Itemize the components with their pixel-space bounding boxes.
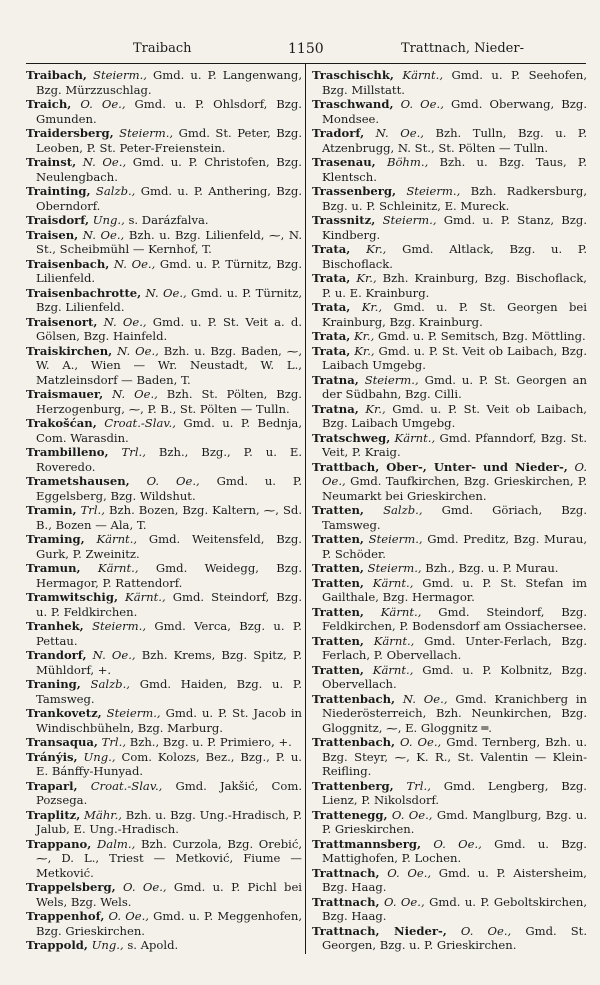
entry-details: Gmd. u. Bzg. Mattighofen, P. Lochen.: [322, 836, 587, 865]
gazetteer-entry: [26, 503, 302, 532]
entry-region: Steierm.,: [364, 372, 419, 387]
entry-region: Trl.,: [121, 445, 146, 459]
entry-details: Gmd. u. P. Christofen, Bzg. Neulengbach.: [36, 155, 302, 184]
entry-place-name: Traisen,: [26, 227, 79, 242]
gazetteer-entry: [26, 880, 302, 909]
entry-details: Gmd. St. Peter, Bzg. Leoben, P. St. Peter-Freienstein.: [36, 126, 303, 155]
entry-place-name: Tratten,: [312, 503, 364, 517]
entry-place-name: Trankovetz,: [26, 706, 102, 720]
entry-details: s. Darázfalva.: [128, 213, 209, 227]
entry-region: Kärnt.,: [380, 604, 422, 619]
entry-region: N. Oe.,: [402, 691, 448, 706]
gazetteer-entry: [26, 155, 302, 184]
gazetteer-entry: [312, 866, 587, 895]
entry-place-name: Trassenberg,: [312, 184, 396, 198]
page-header: [0, 41, 600, 61]
entry-place-name: Tratten,: [312, 561, 364, 575]
gazetteer-entry: [312, 155, 587, 184]
entry-region: Kr.,: [361, 300, 383, 314]
entry-details: Bzh., Bzg., P. u. E. Roveredo.: [36, 445, 303, 474]
entry-place-name: Traschwand,: [312, 97, 394, 111]
gazetteer-entry: [26, 590, 302, 619]
entry-place-name: Trattenberg,: [312, 778, 394, 793]
entry-details: Gmd. u. P. St. Georgen bei Krainburg, Bzg. Krainburg.: [322, 300, 587, 329]
entry-region: Kärnt.,: [373, 633, 415, 648]
entry-details: Gmd. Weidegg, Bzg. Hermagor, P. Rattendorf.: [36, 561, 303, 590]
entry-region: Salzb.,: [90, 677, 130, 691]
entry-region: Kr.,: [354, 343, 375, 358]
entry-region: Dalm.,: [97, 836, 136, 851]
entry-details: Gmd. Pfanndorf, Bzg. St. Veit, P. Kraig.: [322, 430, 588, 459]
gazetteer-entry: [26, 416, 302, 445]
gazetteer-entry: [312, 126, 587, 155]
header-last-entry: Trattnach, Nieder-: [401, 41, 524, 56]
gazetteer-entry: [26, 779, 302, 808]
gazetteer-entry: [26, 474, 302, 503]
entry-place-name: Trambilleno,: [26, 445, 109, 459]
column-divider: [305, 64, 306, 954]
entry-details: Gmd. u. P. Meggenhofen, Bzg. Grieskirchen.: [36, 909, 303, 938]
entry-region: O. Oe.,: [433, 836, 482, 851]
entry-details: Com. Kolozs, Bez., Bzg., P. u. E. Bánffy-Hunyad.: [36, 749, 302, 778]
entry-region: Steierm.,: [367, 561, 422, 575]
gazetteer-entry: [26, 808, 302, 837]
left-column: [26, 68, 302, 953]
entry-place-name: Tratten,: [312, 604, 364, 619]
entry-details: Gmd. Steindorf, Bzg. Feldkirchen, P. Bodensdorf am Ossiachersee.: [322, 604, 588, 633]
gazetteer-entry: [312, 503, 587, 532]
entry-place-name: Trattenbach,: [312, 691, 396, 706]
entry-place-name: Traibach,: [26, 68, 87, 82]
entry-place-name: Traning,: [26, 677, 81, 691]
entry-region: N. Oe.,: [92, 648, 136, 662]
entry-place-name: Traismauer,: [26, 387, 104, 401]
gazetteer-entry: [26, 532, 302, 561]
entry-place-name: Trandorf,: [26, 648, 87, 662]
entry-region: Trl.,: [406, 778, 431, 793]
entry-region: O. Oe.,: [460, 923, 512, 938]
entry-details: Gmd. u. P. Semitsch, Bzg. Möttling.: [378, 329, 586, 343]
gazetteer-entry: [312, 576, 587, 605]
gazetteer-entry: [26, 387, 302, 416]
entry-place-name: Traplitz,: [26, 807, 81, 822]
entry-place-name: Trattenbach,: [312, 735, 396, 749]
gazetteer-entry: [312, 808, 587, 837]
entry-place-name: Tratschweg,: [312, 430, 391, 445]
entry-place-name: Trattnach,: [312, 865, 380, 880]
gazetteer-entry: [312, 460, 587, 504]
gazetteer-entry: [26, 648, 302, 677]
entry-region: Steierm.,: [93, 68, 147, 82]
entry-region: Mähr.,: [84, 807, 122, 822]
entry-region: Kärnt.,: [372, 575, 414, 590]
entry-details: Gmd. u. P. Türnitz, Bzg. Lilienfeld.: [36, 256, 303, 285]
entry-place-name: Trainst,: [26, 155, 77, 169]
gazetteer-entry: [26, 68, 302, 97]
entry-region: O. Oe.,: [146, 474, 200, 488]
entry-details: Gmd. u. P. Türnitz, Bzg. Lilienfeld.: [36, 285, 303, 314]
entry-details: Gmd. Haiden, Bzg. u. P. Tamsweg.: [36, 677, 303, 706]
entry-details: Gmd. u. P. St. Stefan im Gailthale, Bzg. Hermagor.: [322, 575, 588, 604]
entry-region: Trl.,: [80, 503, 105, 517]
gazetteer-entry: [26, 184, 302, 213]
entry-details: Gmd. u. P. St. Veit ob Laibach, Bzg. Laibach Umgebg.: [322, 343, 588, 372]
entry-region: Kr.,: [365, 401, 386, 416]
entry-place-name: Trappelsberg,: [26, 880, 116, 894]
entry-region: N. Oe.,: [112, 387, 158, 401]
entry-region: O. Oe.,: [322, 459, 588, 488]
entry-details: Bzh., Bzg. u. P. Murau.: [425, 561, 559, 575]
entry-region: Salzb.,: [383, 503, 423, 517]
entry-region: Steierm.,: [406, 184, 461, 198]
gazetteer-entry: [312, 561, 587, 576]
entry-details: Gmd. Altlack, Bzg. u. P. Bischoflack.: [322, 242, 588, 271]
entry-place-name: Tratten,: [312, 662, 364, 677]
entry-region: Kr.,: [356, 271, 377, 285]
gazetteer-entry: [26, 445, 302, 474]
entry-place-name: Traming,: [26, 532, 85, 546]
gazetteer-entry: [312, 779, 587, 808]
entry-details: Gmd. u. P. Stanz, Bzg. Kindberg.: [322, 213, 588, 242]
entry-place-name: Trappenhof,: [26, 909, 105, 923]
entry-details: Bzh. Tulln, Bzg. u. P. Atzenbrugg, N. St., St. Pölten — Tulln.: [322, 126, 588, 155]
gazetteer-entry: [26, 909, 302, 938]
entry-place-name: Trata,: [312, 300, 351, 314]
entry-place-name: Tránýis,: [26, 749, 78, 764]
entry-place-name: Tradorf,: [312, 126, 365, 140]
gazetteer-entry: [26, 677, 302, 706]
entry-place-name: Traparl,: [26, 778, 78, 793]
entry-details: Gmd. Ternberg, Bzh. u. Bzg. Steyr, ⁓, K. R., St. Valentin — Klein-Reifling.: [322, 735, 588, 778]
entry-details: Gmd. Verca, Bzg. u. P. Pettau.: [36, 619, 302, 648]
entry-region: O. Oe.,: [400, 97, 444, 111]
right-column: [312, 68, 587, 953]
gazetteer-entry: [26, 619, 302, 648]
entry-region: Böhm.,: [386, 155, 429, 169]
page-number: 1150: [288, 41, 324, 57]
entry-details: s. Apold.: [127, 938, 179, 952]
entry-details: Gmd. u. P. Ohlsdorf, Bzg. Gmunden.: [36, 97, 302, 126]
entry-details: Bzh. u. Bzg. Taus, P. Klentsch.: [322, 155, 588, 184]
entry-region: N. Oe.,: [82, 155, 127, 169]
entry-region: Salzb.,: [95, 184, 136, 198]
entry-details: Gmd. Jakšić, Com. Pozsega.: [36, 778, 303, 807]
gazetteer-entry: [26, 837, 302, 881]
gazetteer-entry: [26, 286, 302, 315]
entry-region: O. Oe.,: [108, 909, 149, 923]
entry-details: Gmd. Oberwang, Bzg. Mondsee.: [322, 97, 588, 126]
entry-region: N. Oe.,: [82, 227, 125, 242]
entry-region: Ung.,: [83, 749, 116, 764]
entry-place-name: Trattnach,: [312, 894, 380, 909]
entry-details: Gmd. u. P. Kolbnitz, Bzg. Obervellach.: [322, 662, 588, 691]
entry-region: Steierm.,: [106, 706, 161, 720]
gazetteer-entry: [312, 837, 587, 866]
entry-region: N. Oe.,: [117, 343, 159, 358]
entry-region: Croat.-Slav.,: [90, 778, 163, 793]
gazetteer-entry: [26, 97, 302, 126]
entry-place-name: Trasenau,: [312, 155, 376, 169]
entry-place-name: Trata,: [312, 329, 351, 343]
entry-region: Kr.,: [354, 329, 375, 343]
entry-place-name: Tranhek,: [26, 619, 84, 633]
entry-region: O. Oe.,: [387, 865, 432, 880]
entry-details: Gmd. Lengberg, Bzg. Lienz, P. Nikolsdorf.: [322, 778, 587, 807]
entry-details: Gmd. Preditz, Bzg. Murau, P. Schöder.: [322, 532, 588, 561]
entry-region: Trl.,: [101, 735, 127, 749]
gazetteer-entry: [312, 213, 587, 242]
entry-place-name: Traidersberg,: [26, 126, 114, 140]
entry-region: Steierm.,: [119, 126, 174, 140]
entry-place-name: Trattmannsberg,: [312, 836, 422, 851]
entry-region: Kr.,: [366, 242, 387, 256]
entry-details: Bzh. Krems, Bzg. Spitz, P. Mühldorf, +.: [36, 648, 302, 677]
entry-region: Croat.-Slav.,: [104, 416, 176, 430]
entry-details: Gmd. Steindorf, Bzg. u. P. Feldkirchen.: [36, 590, 303, 619]
entry-region: Steierm.,: [368, 532, 423, 546]
entry-details: Gmd. Weitensfeld, Bzg. Gurk, P. Zweinitz.: [36, 532, 302, 561]
entry-details: Gmd. u. P. St. Georgen an der Südbahn, Bzg. Cilli.: [322, 372, 588, 401]
gazetteer-entry: [26, 750, 302, 779]
entry-details: Gmd. u. P. Aistersheim, Bzg. Haag.: [322, 865, 587, 894]
entry-region: Ung.,: [92, 213, 125, 227]
entry-place-name: Trainting,: [26, 184, 91, 198]
entry-region: O. Oe.,: [80, 97, 126, 111]
entry-details: Gmd. u. P. Langenwang, Bzg. Mürzzuschlag.: [36, 68, 303, 97]
entry-region: Kärnt.,: [97, 561, 139, 575]
entry-details: Gmd. u. P. Bednja, Com. Warasdin.: [36, 416, 303, 445]
entry-place-name: Tratten,: [312, 532, 364, 546]
entry-place-name: Trattenegg,: [312, 807, 388, 822]
entry-place-name: Trametshausen,: [26, 474, 130, 488]
entry-details: Bzh., Bzg. u. P. Primiero, +.: [129, 735, 292, 749]
entry-place-name: Trassnitz,: [312, 213, 376, 227]
entry-place-name: Traiskirchen,: [26, 343, 113, 358]
entry-details: Gmd. Taufkirchen, Bzg. Grieskirchen, P. Neumarkt bei Grieskirchen.: [322, 474, 588, 503]
gazetteer-entry: [312, 431, 587, 460]
gazetteer-entry: [26, 344, 302, 388]
entry-details: Gmd. Unter-Ferlach, Bzg. Ferlach, P. Obervellach.: [322, 633, 588, 662]
gazetteer-entry: [312, 373, 587, 402]
entry-region: Steierm.,: [92, 619, 147, 633]
entry-place-name: Tramun,: [26, 561, 81, 575]
entry-place-name: Trakošćan,: [26, 416, 97, 430]
gazetteer-entry: [312, 68, 587, 97]
entry-place-name: Trata,: [312, 271, 351, 285]
gazetteer-entry: [26, 257, 302, 286]
entry-details: Gmd. u. P. Seehofen, Bzg. Millstatt.: [322, 68, 588, 97]
entry-details: Gmd. u. P. St. Veit a. d. Gölsen, Bzg. Hainfeld.: [36, 314, 303, 343]
gazetteer-entry: [312, 532, 587, 561]
gazetteer-entry: [312, 97, 587, 126]
entry-details: Gmd. u. P. Geboltskirchen, Bzg. Haag.: [322, 894, 588, 923]
entry-region: Steierm.,: [382, 213, 437, 227]
gazetteer-entry: [26, 938, 302, 953]
entry-place-name: Traich,: [26, 97, 72, 111]
entry-details: Bzh. Krainburg, Bzg. Bischoflack, P. u. E. Krainburg.: [322, 271, 587, 300]
entry-details: Gmd. Manglburg, Bzg. u. P. Grieskirchen.: [322, 807, 588, 836]
entry-place-name: Tratten,: [312, 575, 364, 590]
gazetteer-entry: [26, 706, 302, 735]
gazetteer-entry: [312, 271, 587, 300]
entry-region: O. Oe.,: [123, 880, 167, 894]
entry-place-name: Traisenbachrotte,: [26, 285, 142, 300]
entry-region: N. Oe.,: [145, 285, 187, 300]
entry-details: Bzh. St. Pölten, Bzg. Herzogenburg, ⁓, P. B., St. Pölten — Tulln.: [36, 387, 302, 416]
entry-details: Gmd. u. P. St. Veit ob Laibach, Bzg. Laibach Umgebg.: [322, 401, 587, 430]
gazetteer-entry: [312, 692, 587, 736]
entry-place-name: Traisdorf,: [26, 213, 90, 227]
entry-region: Kärnt.,: [96, 532, 138, 546]
entry-region: N. Oe.,: [103, 314, 147, 329]
gazetteer-entry: [312, 329, 587, 344]
entry-details: Gmd. St. Georgen, Bzg. u. P. Grieskirchen.: [322, 923, 588, 952]
gazetteer-entry: [26, 126, 302, 155]
entry-place-name: Transaqua,: [26, 735, 98, 749]
entry-details: Gmd. Kranichberg in Niederösterreich, Bzh. Neunkirchen, Bzg. Gloggnitz, ⁓, E. Gloggnitz ═.: [322, 691, 587, 735]
entry-details: Bzh. Bozen, Bzg. Kaltern, ⁓, Sd. B., Bozen — Ala, T.: [36, 503, 303, 532]
entry-region: O. Oe.,: [400, 735, 442, 749]
gazetteer-entry: [26, 561, 302, 590]
entry-region: O. Oe.,: [384, 894, 425, 909]
entry-place-name: Tramin,: [26, 503, 77, 517]
entry-details: Bzh. u. Bzg. Ung.-Hradisch, P. Jalub, E. Ung.-Hradisch.: [36, 807, 303, 836]
entry-region: Kärnt.,: [125, 590, 166, 604]
gazetteer-entry: [312, 300, 587, 329]
entry-details: Bzh. Curzola, Bzg. Orebić, ⁓, D. L., Triest — Metković, Fiume — Metković.: [36, 836, 303, 880]
entry-place-name: Tratna,: [312, 401, 359, 416]
entry-place-name: Trappold,: [26, 938, 88, 952]
gazetteer-entry: [312, 634, 587, 663]
entry-details: Gmd. u. P. Pichl bei Wels, Bzg. Wels.: [36, 880, 303, 909]
gazetteer-entry: [26, 735, 302, 750]
entry-place-name: Traisenort,: [26, 314, 98, 329]
entry-place-name: Tramwitschig,: [26, 590, 118, 604]
gazetteer-entry: [312, 402, 587, 431]
gazetteer-entry: [312, 663, 587, 692]
entry-place-name: Trappano,: [26, 836, 92, 851]
gazetteer-entry: [312, 242, 587, 271]
entry-region: Ung.,: [91, 938, 124, 952]
entry-details: Gmd. u. P. Eggelsberg, Bzg. Wildshut.: [36, 474, 303, 503]
entry-region: N. Oe.,: [375, 126, 424, 140]
entry-place-name: Tratna,: [312, 372, 359, 387]
gazetteer-entry: [312, 895, 587, 924]
entry-place-name: Trata,: [312, 242, 351, 256]
entry-details: Bzh. u. Bzg. Baden, ⁓, W. A., Wien — Wr. Neustadt, W. L., Matzleinsdorf — Baden, T.: [36, 343, 303, 387]
entry-region: O. Oe.,: [391, 807, 433, 822]
entry-place-name: Trata,: [312, 343, 351, 358]
header-rule: [26, 63, 586, 64]
entry-region: Kärnt.,: [394, 430, 436, 445]
gazetteer-entry: [26, 228, 302, 257]
entry-details: Gmd. Göriach, Bzg. Tamsweg.: [322, 503, 588, 532]
entry-region: N. Oe.,: [113, 256, 156, 271]
entry-place-name: Trattnach, Nieder-,: [312, 923, 447, 938]
entry-region: Kärnt.,: [402, 68, 444, 82]
entry-place-name: Traisenbach,: [26, 256, 110, 271]
gazetteer-entry: [312, 184, 587, 213]
gazetteer-entry: [26, 213, 302, 228]
entry-place-name: Tratten,: [312, 633, 364, 648]
gazetteer-entry: [312, 735, 587, 779]
entry-region: Kärnt.,: [372, 662, 414, 677]
entry-details: Bzh. Radkersburg, Bzg. u. P. Schleinitz, E. Mureck.: [322, 184, 588, 213]
gazetteer-entry: [26, 315, 302, 344]
gazetteer-entry: [312, 924, 587, 953]
entry-details: Gmd. u. P. St. Jacob in Windischbüheln, Bzg. Marburg.: [36, 706, 303, 735]
entry-place-name: Trattbach, Ober-, Unter- und Nieder-,: [312, 459, 568, 474]
entry-details: Gmd. u. P. Anthering, Bzg. Oberndorf.: [36, 184, 303, 213]
entry-place-name: Traschischk,: [312, 68, 394, 82]
entry-details: Bzh. u. Bzg. Lilienfeld, ⁓, N. St., Scheibmühl — Kernhof, T.: [36, 227, 303, 256]
gazetteer-entry: [312, 605, 587, 634]
header-first-entry: Traibach: [133, 41, 192, 56]
gazetteer-entry: [312, 344, 587, 373]
